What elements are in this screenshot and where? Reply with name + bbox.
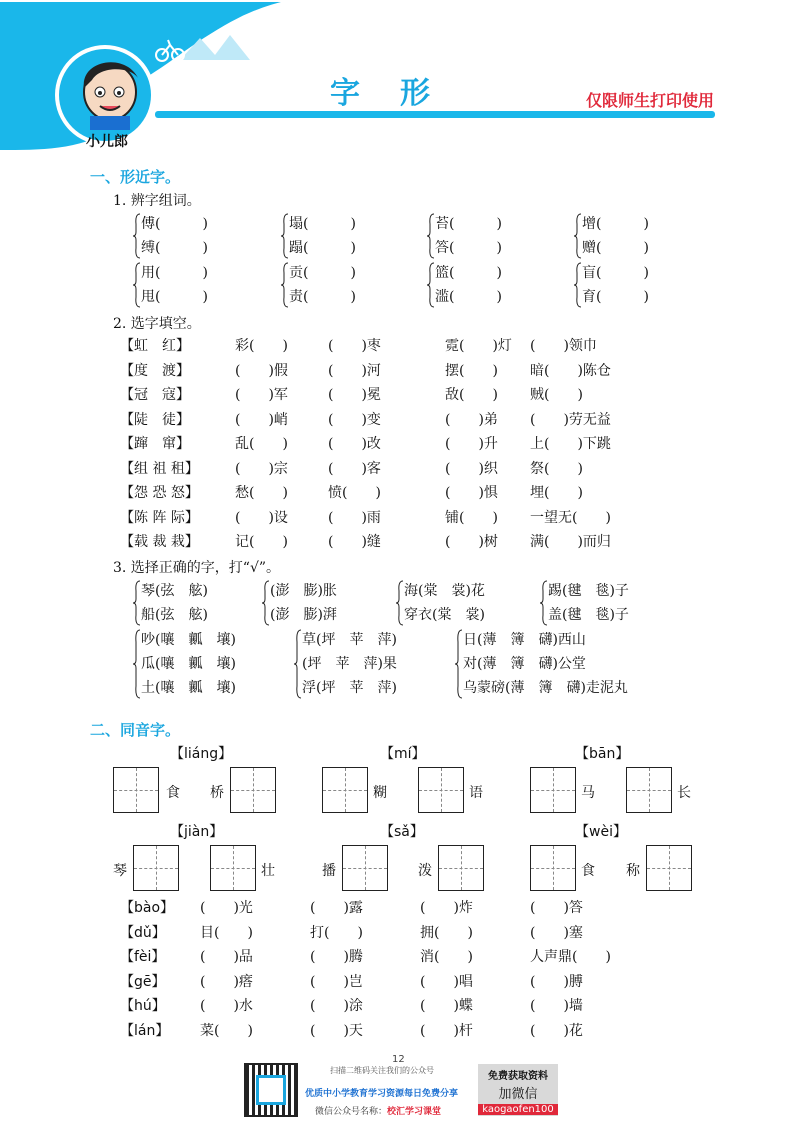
q1-group bbox=[435, 212, 502, 260]
q3-item: 瓜(嚷 瓤 壤) bbox=[141, 656, 236, 672]
homophone-row bbox=[120, 921, 640, 945]
homophone-blank: ( )露 bbox=[310, 900, 363, 916]
homophone-blank: 打( ) bbox=[310, 924, 363, 941]
header-corner-art bbox=[0, 0, 300, 150]
q3-pair bbox=[548, 579, 629, 627]
homophone-row bbox=[120, 994, 640, 1018]
q3-triple bbox=[463, 628, 628, 700]
q2-row bbox=[120, 457, 640, 481]
homophone-pinyin: 【bào】 bbox=[120, 900, 175, 916]
q3-item: 穿衣(棠 裳) bbox=[404, 607, 485, 623]
q2-row bbox=[120, 408, 640, 432]
footer-line3: 微信公众号名称：校汇学习课堂 bbox=[315, 1107, 442, 1117]
pinyin-label: 【liáng】 bbox=[170, 746, 233, 762]
q3-item: 海(棠 裳)花 bbox=[404, 583, 485, 599]
homophone-row bbox=[120, 1019, 640, 1043]
q1-label: 1. 辨字组词。 bbox=[113, 193, 201, 209]
q3-item: 吵(嚷 瓤 壤) bbox=[141, 632, 236, 648]
q2-blank: ( )树 bbox=[445, 534, 498, 550]
q1-group bbox=[141, 261, 208, 309]
q1-group bbox=[582, 261, 649, 309]
homophone-blank: 消( ) bbox=[420, 949, 473, 965]
q3-pair bbox=[404, 579, 485, 627]
q2-blank: 祭( ) bbox=[530, 460, 583, 477]
q3-item: (坪 苹 萍)果 bbox=[302, 656, 397, 672]
q3-label: 3. 选择正确的字，打“√”。 bbox=[113, 560, 281, 576]
q2-blank: 贼( ) bbox=[530, 387, 583, 403]
q2-blank: 摆( ) bbox=[445, 362, 498, 379]
writing-grid[interactable] bbox=[530, 767, 576, 813]
q3-item: 船(弦 舷) bbox=[141, 607, 208, 623]
homophone-blank: 目( ) bbox=[200, 924, 253, 941]
q3-item: 盖(毽 毯)子 bbox=[548, 607, 629, 623]
grid-char: 食 bbox=[581, 863, 595, 879]
q1-item: 篮( ) bbox=[435, 265, 502, 281]
q1-item: 盲( ) bbox=[582, 265, 649, 281]
q3-item: 乌蒙磅(薄 簿 礴)走泥丸 bbox=[463, 680, 628, 696]
q2-blank: 乱( ) bbox=[235, 436, 288, 452]
q2-blank: ( )弟 bbox=[445, 411, 498, 428]
writing-grid[interactable] bbox=[626, 767, 672, 813]
q1-item: 甩( ) bbox=[141, 289, 208, 305]
q2-blank: 记( ) bbox=[235, 534, 288, 550]
q2-blank: ( )河 bbox=[328, 362, 381, 379]
q2-row-label: 【度 渡】 bbox=[120, 362, 190, 379]
q2-blank: 敌( ) bbox=[445, 387, 498, 403]
grid-char: 琴 bbox=[113, 863, 127, 879]
q1-group bbox=[289, 212, 356, 260]
q2-blank: ( )设 bbox=[235, 509, 288, 526]
q1-group bbox=[141, 212, 208, 260]
homophone-blank: 拥( ) bbox=[420, 924, 473, 941]
q2-blank: ( )枣 bbox=[328, 338, 381, 354]
section2-heading: 二、同音字。 bbox=[90, 721, 181, 739]
q2-blank: ( )惧 bbox=[445, 485, 498, 501]
q1-item: 赠( ) bbox=[582, 240, 649, 256]
grid-char: 桥 bbox=[210, 785, 224, 801]
promo-line2: 加微信 bbox=[498, 1087, 538, 1102]
q2-row-label: 【蹿 窜】 bbox=[120, 436, 190, 452]
homophone-blank: ( )膊 bbox=[530, 973, 583, 990]
q1-item: 贡( ) bbox=[289, 265, 356, 281]
homophone-pinyin: 【fèi】 bbox=[120, 949, 166, 965]
brand-label: 小儿郎 bbox=[86, 134, 128, 150]
q1-item: 蹋( ) bbox=[289, 240, 356, 256]
q2-row bbox=[120, 506, 640, 530]
grid-char: 壮 bbox=[261, 863, 275, 879]
q3-triple bbox=[302, 628, 397, 700]
q1-item: 增( ) bbox=[582, 216, 649, 232]
writing-grid[interactable] bbox=[530, 845, 576, 891]
homophone-pinyin: 【dǔ】 bbox=[120, 924, 166, 941]
q2-blank: ( )领巾 bbox=[530, 338, 597, 354]
q2-blank: 霓( )灯 bbox=[445, 338, 512, 354]
q3-triple bbox=[141, 628, 236, 700]
footer-line1: 扫描二维码关注我们的公众号 bbox=[330, 1066, 434, 1075]
homophone-blank: ( )唱 bbox=[420, 973, 473, 990]
promo-box bbox=[478, 1064, 558, 1116]
homophone-blank: 菜( ) bbox=[200, 1022, 253, 1039]
q1-item: 傅( ) bbox=[141, 216, 208, 232]
q3-item: 对(薄 簿 礴)公堂 bbox=[463, 656, 586, 672]
grid-char: 播 bbox=[322, 863, 336, 879]
q1-group bbox=[289, 261, 356, 309]
q2-blank: 愤( ) bbox=[328, 485, 381, 501]
q2-blank: ( )军 bbox=[235, 387, 288, 403]
q3-item: 土(嚷 瓤 壤) bbox=[141, 680, 236, 696]
q1-group bbox=[435, 261, 502, 309]
pinyin-label: 【mí】 bbox=[380, 746, 426, 762]
q2-blank: ( )升 bbox=[445, 436, 498, 452]
grid-char: 语 bbox=[469, 785, 483, 801]
q2-blank: 暗( )陈仓 bbox=[530, 362, 611, 379]
q2-blank: 铺( ) bbox=[445, 509, 498, 526]
q2-row bbox=[120, 383, 640, 407]
pinyin-label: 【jiàn】 bbox=[170, 824, 224, 840]
q2-blank: ( )假 bbox=[235, 362, 288, 379]
homophone-blank: ( )花 bbox=[530, 1022, 583, 1039]
q1-item: 苔( ) bbox=[435, 216, 502, 232]
homophone-blank: ( )腾 bbox=[310, 949, 363, 965]
writing-grid[interactable] bbox=[113, 767, 159, 813]
header-bar bbox=[155, 111, 715, 118]
homophone-blank: ( )涂 bbox=[310, 998, 363, 1014]
homophone-row bbox=[120, 945, 640, 969]
promo-line3: kaogaofen100 bbox=[478, 1104, 558, 1115]
promo-line1: 免费获取资料 bbox=[488, 1071, 548, 1082]
homophone-blank: ( )答 bbox=[530, 900, 583, 916]
writing-grid[interactable] bbox=[230, 767, 276, 813]
q1-item: 育( ) bbox=[582, 289, 649, 305]
writing-grid[interactable] bbox=[322, 767, 368, 813]
q2-row bbox=[120, 530, 640, 554]
homophone-blank: ( )光 bbox=[200, 900, 253, 916]
q2-label: 2. 选字填空。 bbox=[113, 316, 201, 332]
footer-line2: 优质中小学教育学习资源每日免费分享 bbox=[305, 1089, 459, 1099]
homophone-blank: ( )杆 bbox=[420, 1022, 473, 1039]
q3-item: (澎 膨)胀 bbox=[270, 583, 337, 599]
page-number: 12 bbox=[392, 1054, 405, 1065]
section1-heading: 一、形近字。 bbox=[90, 168, 181, 186]
q2-blank: 上( )下跳 bbox=[530, 436, 611, 452]
grid-char: 马 bbox=[581, 785, 595, 801]
q2-row-label: 【载 裁 栽】 bbox=[120, 534, 199, 550]
homophone-row bbox=[120, 896, 640, 920]
homophone-row bbox=[120, 970, 640, 994]
q2-blank: ( )峭 bbox=[235, 411, 288, 428]
qr-code bbox=[244, 1063, 298, 1117]
homophone-blank: ( )蝶 bbox=[420, 998, 473, 1014]
q1-group bbox=[582, 212, 649, 260]
q2-blank: ( )织 bbox=[445, 460, 498, 477]
homophone-blank: ( )塞 bbox=[530, 924, 583, 941]
q1-item: 用( ) bbox=[141, 265, 208, 281]
q3-pair bbox=[270, 579, 337, 627]
writing-grid[interactable] bbox=[438, 845, 484, 891]
homophone-pinyin: 【gē】 bbox=[120, 973, 166, 990]
homophone-pinyin: 【hú】 bbox=[120, 998, 166, 1014]
q3-item: (澎 膨)湃 bbox=[270, 607, 337, 623]
q2-blank: ( )变 bbox=[328, 411, 381, 428]
q2-blank: ( )雨 bbox=[328, 509, 381, 526]
homophone-blank: ( )瘩 bbox=[200, 973, 253, 990]
q2-row-label: 【怨 恐 怒】 bbox=[120, 485, 199, 501]
q1-item: 答( ) bbox=[435, 240, 502, 256]
q1-item: 缚( ) bbox=[141, 240, 208, 256]
q2-row bbox=[120, 481, 640, 505]
homophone-pinyin: 【lán】 bbox=[120, 1022, 170, 1039]
q1-item: 责( ) bbox=[289, 289, 356, 305]
homophone-blank: ( )天 bbox=[310, 1022, 363, 1039]
q2-blank: ( )劳无益 bbox=[530, 411, 611, 428]
q3-item: 踢(毽 毯)子 bbox=[548, 583, 629, 599]
q2-blank: 彩( ) bbox=[235, 338, 288, 354]
pinyin-label: 【wèi】 bbox=[575, 824, 627, 840]
q2-row-label: 【冠 寇】 bbox=[120, 387, 190, 403]
pinyin-label: 【sǎ】 bbox=[380, 824, 424, 840]
q2-blank: ( )改 bbox=[328, 436, 381, 452]
q3-item: 琴(弦 舷) bbox=[141, 583, 208, 599]
homophone-blank: 人声鼎( ) bbox=[530, 949, 611, 965]
homophone-blank: ( )岂 bbox=[310, 973, 363, 990]
q2-blank: ( )冕 bbox=[328, 387, 381, 403]
q2-row bbox=[120, 432, 640, 456]
homophone-blank: ( )墙 bbox=[530, 998, 583, 1014]
homophone-blank: ( )品 bbox=[200, 949, 253, 965]
grid-char: 食 bbox=[166, 785, 180, 801]
q2-row bbox=[120, 334, 640, 358]
q3-item: 浮(坪 苹 萍) bbox=[302, 680, 397, 696]
q1-item: 滥( ) bbox=[435, 289, 502, 305]
q2-blank: 愁( ) bbox=[235, 485, 288, 501]
writing-grid[interactable] bbox=[418, 767, 464, 813]
grid-char: 泼 bbox=[418, 863, 432, 879]
grid-char: 称 bbox=[626, 863, 640, 879]
homophone-blank: ( )炸 bbox=[420, 900, 473, 916]
writing-grid[interactable] bbox=[133, 845, 179, 891]
print-notice: 仅限师生打印使用 bbox=[585, 91, 714, 110]
q2-blank: 满( )而归 bbox=[530, 534, 611, 550]
q2-blank: ( )宗 bbox=[235, 460, 288, 477]
grid-char: 长 bbox=[677, 785, 691, 801]
writing-grid[interactable] bbox=[210, 845, 256, 891]
writing-grid[interactable] bbox=[342, 845, 388, 891]
q2-row-label: 【虹 红】 bbox=[120, 338, 190, 354]
q3-item: 草(坪 苹 萍) bbox=[302, 632, 397, 648]
pinyin-label: 【bān】 bbox=[575, 746, 630, 762]
homophone-blank: ( )水 bbox=[200, 998, 253, 1014]
page-title: 字形 bbox=[330, 76, 470, 111]
q2-blank: ( )缝 bbox=[328, 534, 381, 550]
q2-blank: 埋( ) bbox=[530, 485, 583, 501]
q2-row bbox=[120, 359, 640, 383]
q2-row-label: 【陈 阵 际】 bbox=[120, 509, 199, 526]
q2-row-label: 【陡 徒】 bbox=[120, 411, 190, 428]
q3-item: 日(薄 簿 礴)西山 bbox=[463, 632, 586, 648]
q1-item: 塌( ) bbox=[289, 216, 356, 232]
writing-grid[interactable] bbox=[646, 845, 692, 891]
q2-blank: 一望无( ) bbox=[530, 509, 611, 526]
q2-row-label: 【组 祖 租】 bbox=[120, 460, 199, 477]
grid-char: 糊 bbox=[373, 785, 387, 801]
q2-blank: ( )客 bbox=[328, 460, 381, 477]
q3-pair bbox=[141, 579, 208, 627]
